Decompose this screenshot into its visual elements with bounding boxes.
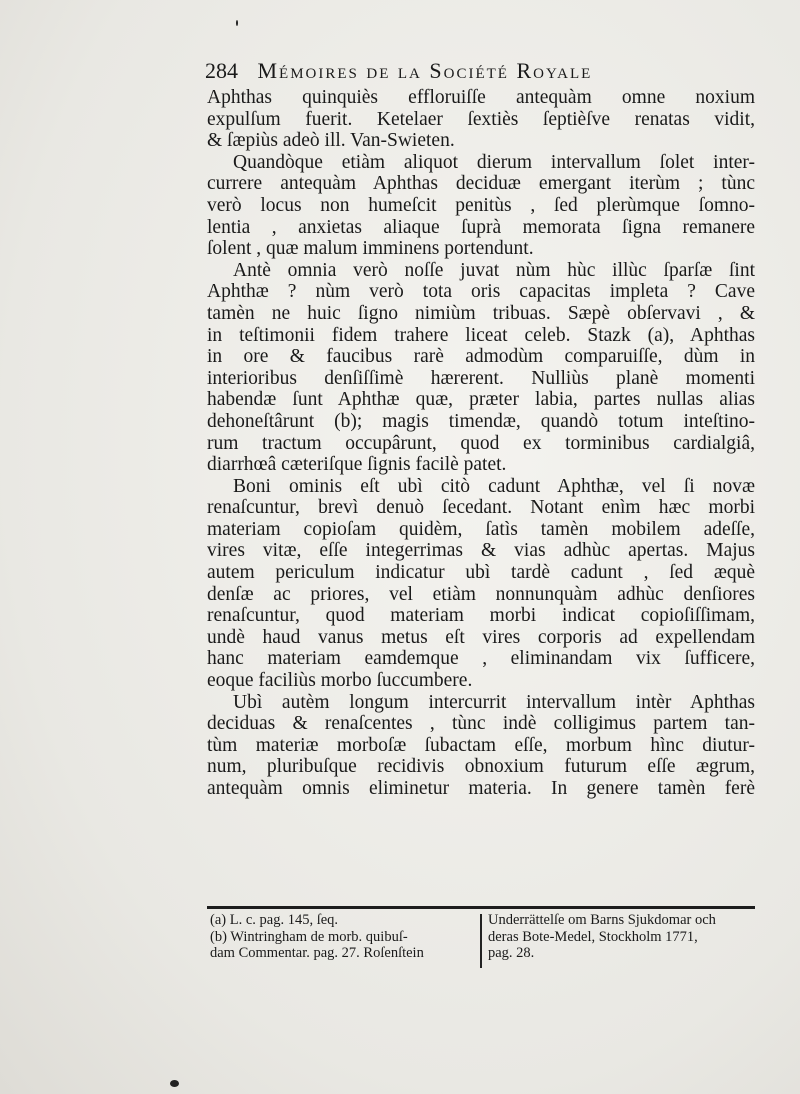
- text-line: expulſum fuerit. Ketelaer ſextiès ſeptièſve renatas vidit,: [207, 108, 755, 130]
- ink-speck: [170, 1080, 179, 1087]
- text-line: vires vitæ, eſſe integerrimas & vias adhùc apertas. Majus: [207, 540, 755, 562]
- text-line: habendæ ſunt Aphthæ quæ, præter labia, partes nullas alias: [207, 389, 755, 411]
- footnote-rule: [207, 906, 755, 909]
- footnote-divider: [480, 914, 482, 968]
- text-line: interioribus denſiſſimè hærerent. Nulliùs planè momenti: [207, 367, 755, 389]
- text-line: antequàm omnis eliminetur materia. In genere tamèn ferè: [207, 778, 755, 799]
- text-line: ſolent , quæ malum imminens portendunt.: [207, 238, 534, 260]
- text-line: tùm materiæ morboſæ ſubactam eſſe, morbum hìnc diutur-: [207, 734, 755, 756]
- text-line: autem periculum indicatur ubì tardè cadunt , ſed æquè: [207, 562, 755, 584]
- text-line: eoque faciliùs morbo ſuccumbere.: [207, 670, 473, 692]
- text-line: Quandòque etiàm aliquot dierum intervallum ſolet inter-: [233, 151, 755, 173]
- text-line: deciduas & renaſcentes , tùnc indè colligimus partem tan-: [207, 713, 755, 735]
- text-line: Ubì autèm longum intercurrit intervallum intèr Aphthas: [233, 691, 755, 713]
- text-line: materiam copioſam quidèm, ſatìs tamèn mobilem adeſſe,: [207, 518, 755, 540]
- footnote-line: pag. 28.: [488, 945, 535, 961]
- text-line: in ore & faucibus rarè admodùm comparuiſſe, dùm in: [207, 346, 755, 368]
- text-line: verò locus non humeſcit penitùs , ſed plerùmque ſomno-: [207, 194, 755, 216]
- text-line: & ſæpiùs adeò ill. Van-Swieten.: [207, 130, 455, 152]
- text-line: undè haud vanus metus eſt vires corporis ad expellendam: [207, 626, 755, 648]
- text-line: Aphthæ ? nùm verò tota oris capacitas impleta ? Cave: [207, 281, 755, 303]
- ink-speck: [236, 20, 238, 26]
- text-line: currere antequàm Aphthas deciduæ emergant iterùm ; tùnc: [207, 173, 755, 195]
- footnote-line: (b) Wintringham de morb. quibuſ-: [210, 928, 408, 945]
- text-line: lentia , anxietas aliaque ſuprà memorata ſigna remanere: [207, 216, 755, 238]
- text-line: denſæ ac priores, vel etiàm nonnunquàm adhùc denſiores: [207, 583, 755, 605]
- text-line: Antè omnia verò noſſe juvat nùm hùc illùc ſparſæ ſint: [233, 259, 755, 281]
- text-line: tamèn ne huic ſigno nimiùm tribuas. Sæpè obſervavi , &: [207, 302, 755, 324]
- footnotes-left-column: [210, 912, 478, 962]
- footnotes-right-column: [488, 912, 758, 962]
- running-title: Mémoires de la Société Royale: [257, 58, 593, 83]
- footnote-line: Underrättelſe om Barns Sjukdomar och: [488, 912, 716, 928]
- text-line: renaſcuntur, brevì denuò ſecedant. Notant enìm hæc morbi: [207, 497, 755, 519]
- body-text: [207, 87, 755, 800]
- text-line: rum tractum occupârunt, quod ex torminibus cardialgiâ,: [207, 432, 755, 454]
- text-line: diarrhœâ cæteriſque ſignis facilè patet.: [207, 454, 507, 476]
- text-line: Boni ominis eſt ubì citò cadunt Aphthæ, vel ſi novæ: [233, 475, 755, 497]
- footnote-line: (a) L. c. pag. 145, ſeq.: [210, 912, 339, 928]
- text-line: Aphthas quinquiès effloruiſſe antequàm omne noxium: [207, 87, 755, 108]
- text-line: dehoneſtârunt (b); magis timendæ, quandò totum inteſtino-: [207, 410, 755, 432]
- text-line: hanc materiam eamdemque , eliminandam vix ſufficere,: [207, 648, 755, 670]
- text-line: num, pluribuſque recidivis obnoxium futurum eſſe ægrum,: [207, 756, 755, 778]
- page-number: 284: [205, 58, 238, 83]
- page-header: [205, 58, 765, 84]
- footnote-line: deras Bote-Medel, Stockholm 1771,: [488, 928, 698, 945]
- text-line: in teſtimonii fidem trahere liceat celeb. Stazk (a), Aphthas: [207, 324, 755, 346]
- text-line: renaſcuntur, quod materiam morbi indicat copioſiſſimam,: [207, 605, 755, 627]
- footnote-line: dam Commentar. pag. 27. Roſenſtein: [210, 945, 424, 961]
